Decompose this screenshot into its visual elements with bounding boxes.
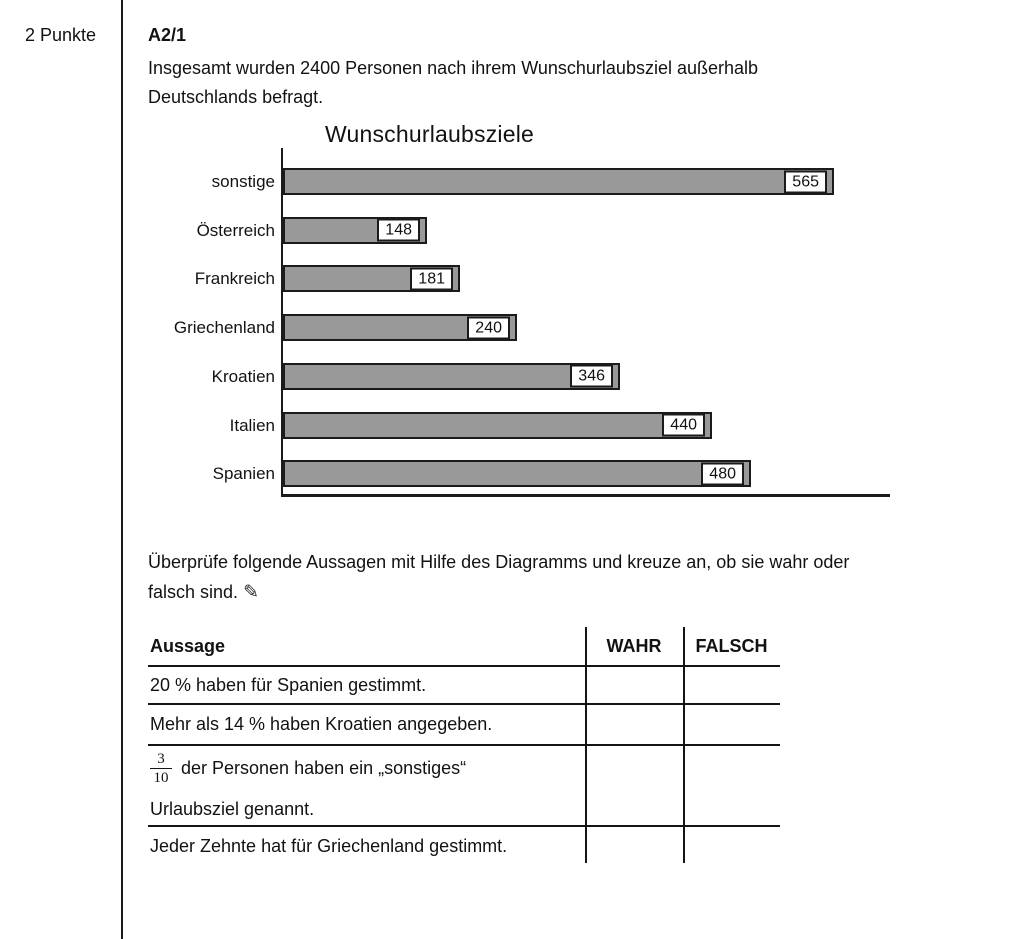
table-header-wahr: WAHR [606,636,662,656]
statement-row: Mehr als 14 % haben Kroatien angegeben. [150,714,493,734]
fraction-bar [150,768,172,769]
table-header-falsch: FALSCH [695,636,768,656]
statement-text: der Personen haben ein „sonstiges“ [181,757,467,778]
statement-row: 20 % haben für Spanien gestimmt. [150,675,427,695]
points-label: 2 Punkte [25,25,97,45]
checkbox-cell-row3-falsch[interactable] [685,827,778,861]
statement-row: Jeder Zehnte hat für Griechenland gestimmt. [150,836,508,856]
bar-sonstige [283,168,834,195]
checkbox-cell-row1-wahr[interactable] [587,705,681,742]
bar-chart [173,148,890,497]
table-header-statement: Aussage [150,636,226,656]
category-label: sonstige [211,172,275,191]
bar-griechenland [283,314,517,341]
true-false-table [148,627,780,863]
chart-title: Wunschurlaubsziele [325,121,535,147]
chart-bar-row [229,412,890,439]
checkbox-cell-row0-wahr[interactable] [587,667,681,701]
checkbox-cell-row2-falsch[interactable] [685,746,778,823]
pencil-icon: ✎ [243,581,259,603]
bar-value-label: 480 [701,462,744,485]
checkbox-cell-row1-falsch[interactable] [685,705,778,742]
fraction-three-tenths [150,751,172,786]
bar-value-label: 181 [410,267,453,290]
checkbox-cell-row0-falsch[interactable] [685,667,778,701]
bar-frankreich [283,265,460,292]
checkbox-cell-row2-wahr[interactable] [587,746,681,823]
margin-divider-line [121,0,123,939]
instruction-text: Überprüfe folgende Aussagen mit Hilfe des Diagramms und kreuze an, ob sie wahr oder falsch sind. [148,552,850,602]
chart-bar-row [212,460,890,487]
chart-bar-row [211,168,890,195]
chart-bar-row [173,314,890,341]
bar-value-label: 148 [377,219,420,242]
fraction-denominator: 10 [153,769,169,786]
bar-spanien [283,460,751,487]
checkbox-cell-row3-wahr[interactable] [587,827,681,861]
fraction-numerator: 3 [157,750,165,767]
intro-paragraph: Insgesamt wurden 2400 Personen nach ihrem Wunschurlaubsziel außerhalb Deutschlands befragt. [148,58,759,107]
task-id-heading: A2/1 [148,25,187,45]
bar-kroatien [283,363,620,390]
category-label: Spanien [212,464,275,484]
bar-value-label: 346 [570,365,613,388]
statement-text-line2: Urlaubsziel genannt. [150,799,315,819]
chart-bar-row [196,217,890,244]
instruction-paragraph [148,547,900,607]
bar-value-label: 565 [784,170,827,193]
chart-bar-row [211,363,890,390]
category-label: Griechenland [173,318,275,338]
category-label: Frankreich [194,269,275,289]
category-label: Italien [229,415,275,435]
bar-value-label: 240 [467,316,510,339]
category-label: Österreich [196,220,275,240]
chart-bar-row [194,265,890,292]
statement-row-with-fraction [150,747,466,789]
category-label: Kroatien [211,366,275,386]
bar-value-label: 440 [662,414,705,437]
bar-italien [283,412,712,439]
bar-oesterreich [283,217,427,244]
